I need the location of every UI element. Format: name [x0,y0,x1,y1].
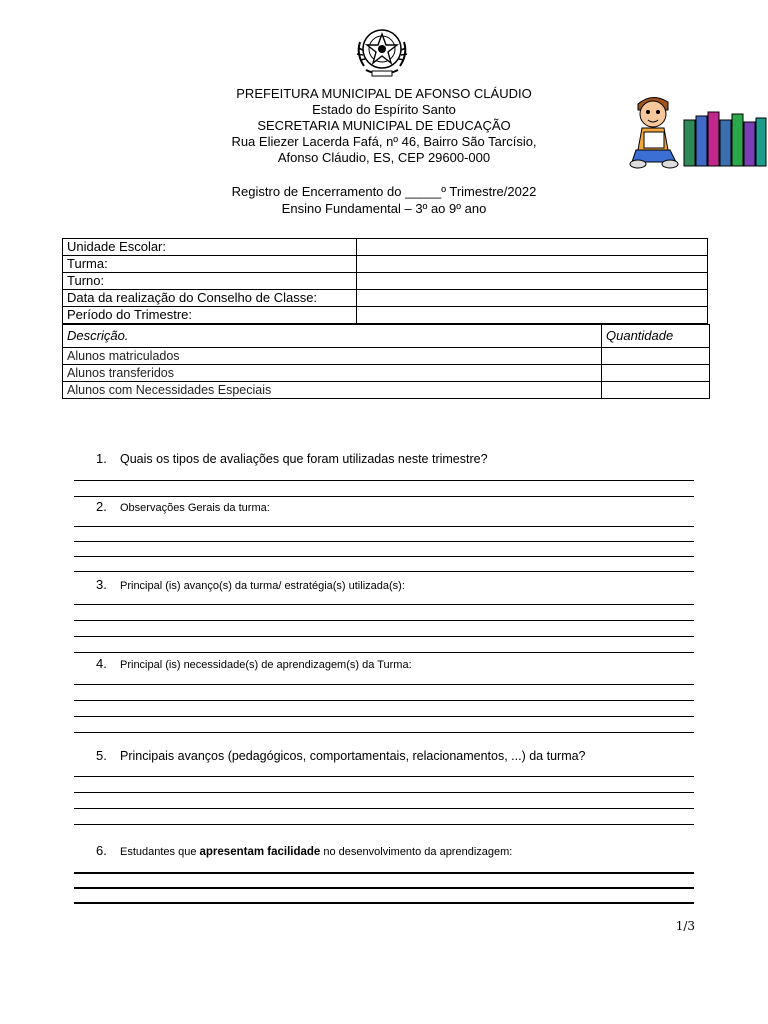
row-description: Alunos matriculados [63,348,602,365]
answer-line[interactable] [74,776,694,777]
column-header-quantity: Quantidade [602,325,710,348]
question-text-emphasis: apresentam facilidade [199,846,321,858]
question-5 [96,748,586,764]
answer-line[interactable] [74,604,694,605]
title-line-2: Ensino Fundamental – 3º ao 9º ano [281,201,487,216]
question-number: 5. [96,748,107,763]
answer-line[interactable] [74,526,694,527]
question-1 [96,451,488,467]
question-text-suffix: no desenvolvimento da aprendizagem: [320,846,513,858]
title-line-1: Registro de Encerramento do _____º Trimestre/2022 [231,184,537,199]
info-value-field[interactable] [357,239,708,256]
question-6 [96,843,512,860]
answer-line[interactable] [74,556,694,557]
info-label: Período do Trimestre: [63,307,357,324]
table-row [63,348,710,365]
question-3 [96,577,405,594]
answer-line[interactable] [74,887,694,889]
answer-line[interactable] [74,792,694,793]
question-text: Quais os tipos de avaliações que foram utilizadas neste trimestre? [120,452,488,466]
answer-line[interactable] [74,620,694,621]
question-number: 3. [96,577,107,592]
question-text: Principal (is) necessidade(s) de aprendizagem(s) da Turma: [120,659,412,671]
info-value-field[interactable] [357,273,708,290]
school-info-table [62,238,708,324]
answer-line[interactable] [74,684,694,685]
table-row [63,307,708,324]
info-value-field[interactable] [357,256,708,273]
question-number: 1. [96,451,107,466]
quantity-field[interactable] [602,348,710,365]
answer-line[interactable] [74,808,694,809]
table-row [63,239,708,256]
row-description: Alunos transferidos [63,365,602,382]
question-text: Principal (is) avanço(s) da turma/ estratégia(s) utilizada(s): [120,580,405,592]
table-row [63,365,710,382]
answer-line[interactable] [74,571,694,572]
question-number: 2. [96,499,107,514]
column-header-description: Descrição. [63,325,602,348]
table-header-row [63,325,710,348]
question-4 [96,656,412,673]
quantity-field[interactable] [602,382,710,399]
question-text-prefix: Estudantes que [120,846,200,858]
info-label: Turno: [63,273,357,290]
table-row [63,273,708,290]
answer-line[interactable] [74,732,694,733]
question-number: 4. [96,656,107,671]
answer-line[interactable] [74,824,694,825]
answer-line[interactable] [74,480,694,481]
answer-line[interactable] [74,700,694,701]
header-line-3: SECRETARIA MUNICIPAL DE EDUCAÇÃO [257,118,511,133]
header-line-4: Rua Eliezer Lacerda Fafá, nº 46, Bairro São Tarcísio, [231,134,537,149]
form-title [0,183,768,217]
info-label: Data da realização do Conselho de Classe: [63,290,357,307]
question-text: Observações Gerais da turma: [120,502,270,514]
page-number: 1/3 [675,919,695,933]
answer-line[interactable] [74,872,694,874]
answer-line[interactable] [74,636,694,637]
header-line-2: Estado do Espírito Santo [312,102,456,117]
header-line-5: Afonso Cláudio, ES, CEP 29600-000 [277,150,491,165]
answer-line[interactable] [74,496,694,497]
info-value-field[interactable] [357,290,708,307]
answer-line[interactable] [74,652,694,653]
table-row [63,382,710,399]
municipal-crest-icon [352,22,412,82]
boy-reading-books-illustration [628,90,768,172]
answer-line[interactable] [74,902,694,904]
question-2 [96,499,270,516]
header-line-1: PREFEITURA MUNICIPAL DE AFONSO CLÁUDIO [236,86,532,101]
answer-line[interactable] [74,716,694,717]
row-description: Alunos com Necessidades Especiais [63,382,602,399]
quantity-field[interactable] [602,365,710,382]
table-row [63,290,708,307]
question-number: 6. [96,843,107,858]
student-count-table [62,324,710,399]
table-row [63,256,708,273]
info-label: Turma: [63,256,357,273]
question-text: Principais avanços (pedagógicos, comportamentais, relacionamentos, ...) da turma? [120,749,586,763]
answer-line[interactable] [74,541,694,542]
info-value-field[interactable] [357,307,708,324]
info-label: Unidade Escolar: [63,239,357,256]
